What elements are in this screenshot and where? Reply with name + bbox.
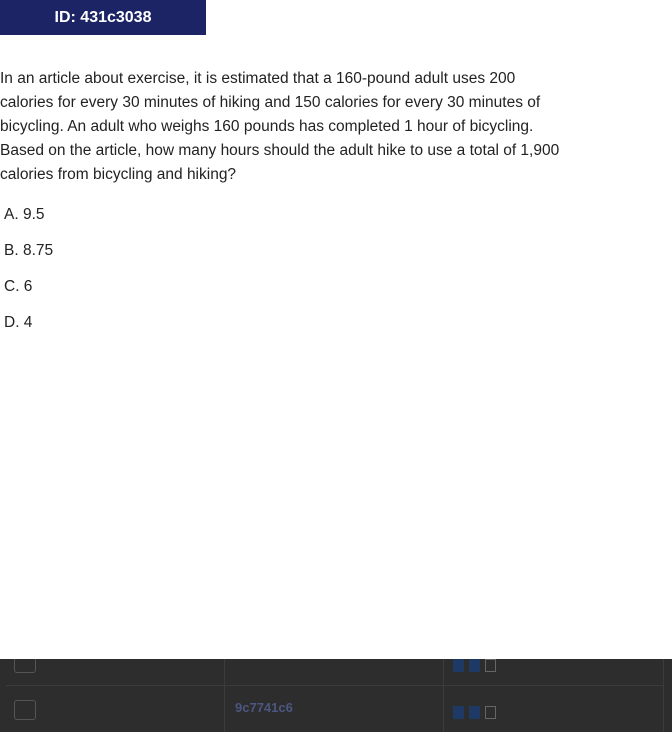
difficulty-cell bbox=[444, 686, 664, 732]
difficulty-cell bbox=[444, 659, 664, 685]
difficulty-bar-filled bbox=[469, 659, 480, 672]
row-question-id[interactable]: 9c7741c6 bbox=[235, 700, 293, 715]
choice-b[interactable]: B. 8.75 bbox=[4, 242, 54, 259]
id-cell bbox=[225, 686, 444, 732]
answer-choices bbox=[4, 203, 53, 347]
select-cell bbox=[6, 686, 225, 732]
difficulty-bar-empty bbox=[485, 659, 496, 672]
select-cell bbox=[6, 659, 225, 685]
table-row bbox=[6, 686, 664, 732]
row-checkbox[interactable] bbox=[14, 659, 36, 673]
difficulty-bar-filled bbox=[453, 659, 464, 672]
difficulty-bar-filled bbox=[453, 706, 464, 719]
choice-d[interactable]: D. 4 bbox=[4, 314, 33, 331]
difficulty-indicator bbox=[453, 659, 501, 672]
question-text: In an article about exercise, it is estimated that a 160-pound adult uses 200 calories for every 30 minutes of hiking and 150 calories for every 30 minutes of bicycling. An adult who weighs 160 pounds has completed 1 hour of bicycling. Based on the article, how many hours should the adult hike to use a total of 1,900 calories from bicycling and hiking? bbox=[0, 70, 560, 183]
choice-c[interactable]: C. 6 bbox=[4, 278, 33, 295]
choice-a[interactable]: A. 9.5 bbox=[4, 206, 45, 223]
difficulty-indicator bbox=[453, 706, 501, 719]
question-id-banner: ID: 431c3038 bbox=[0, 0, 206, 35]
table-row bbox=[6, 659, 664, 686]
background-question-table bbox=[0, 659, 672, 732]
id-cell bbox=[225, 659, 444, 685]
difficulty-bar-filled bbox=[469, 706, 480, 719]
difficulty-bar-empty bbox=[485, 706, 496, 719]
row-checkbox[interactable] bbox=[14, 700, 36, 720]
